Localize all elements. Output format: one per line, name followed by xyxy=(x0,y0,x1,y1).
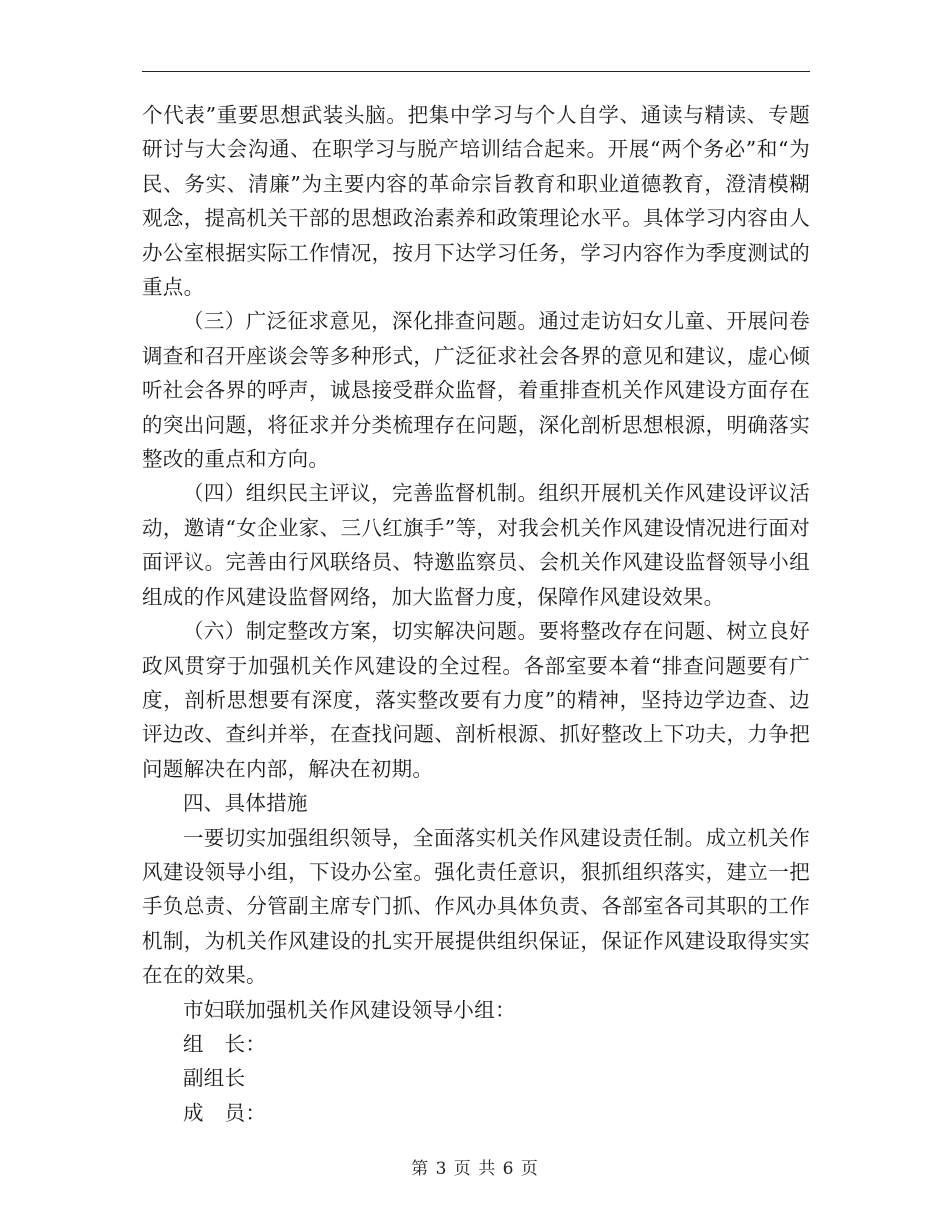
paragraph-rectification-plan: （六）制定整改方案，切实解决问题。要将整改存在问题、树立良好政风贯穿于加强机关作风建设的全过程。各部室要本着“排查问题要有广度，剖析思想要有深度，落实整改要有力度”的精神，坚持边学边查、边评边改、查纠并举，在查找问题、剖析根源、抓好整改上下功夫，力争把问题解决在内部，解决在初期。 xyxy=(142,619,810,781)
document-body xyxy=(142,98,810,1130)
header-rule xyxy=(142,71,810,72)
page-footer: 第 3 页 共 6 页 xyxy=(411,1159,539,1179)
section-heading-measures: 四、具体措施 xyxy=(183,791,308,816)
paragraph-solicit-opinions: （三）广泛征求意见，深化排查问题。通过走访妇女儿童、开展问卷调查和召开座谈会等多种形式，广泛征求社会各界的意见和建议，虚心倾听社会各界的呼声，诚恳接受群众监督，着重排查机关作风建设方面存在的突出问题，将征求并分类梳理存在问题，深化剖析思想根源，明确落实整改的重点和方向。 xyxy=(142,309,810,472)
member-group-leader: 组 长： xyxy=(183,1031,267,1056)
paragraph-study-content: 个代表”重要思想武装头脑。把集中学习与个人自学、通读与精读、专题研讨与大会沟通、在职学习与脱产培训结合起来。开展“两个务必”和“为民、务实、清廉”为主要内容的革命宗旨教育和职业道德教育，澄清模糊观念，提高机关干部的思想政治素养和政策理论水平。具体学习内容由人办公室根据实际工作情况，按月下达学习任务，学习内容作为季度测试的重点。 xyxy=(142,103,810,300)
paragraph-leading-group: 市妇联加强机关作风建设领导小组： xyxy=(183,997,516,1022)
member-members: 成 员： xyxy=(183,1100,267,1125)
paragraph-leadership: 一要切实加强组织领导，全面落实机关作风建设责任制。成立机关作风建设领导小组，下设办公室。强化责任意识，狠抓组织落实，建立一把手负总责、分管副主席专门抓、作风办具体负责、各部室各司其职的工作机制，为机关作风建设的扎实开展提供组织保证，保证作风建设取得实实在在的效果。 xyxy=(142,825,810,988)
member-deputy-leader: 副组长 xyxy=(183,1066,246,1091)
paragraph-democratic-review: （四）组织民主评议，完善监督机制。组织开展机关作风建设评议活动，邀请“女企业家、三八红旗手”等，对我会机关作风建设情况进行面对面评议。完善由行风联络员、特邀监察员、会机关作风建设监督领导小组组成的作风建设监督网络，加大监督力度，保障作风建设效果。 xyxy=(142,481,810,609)
